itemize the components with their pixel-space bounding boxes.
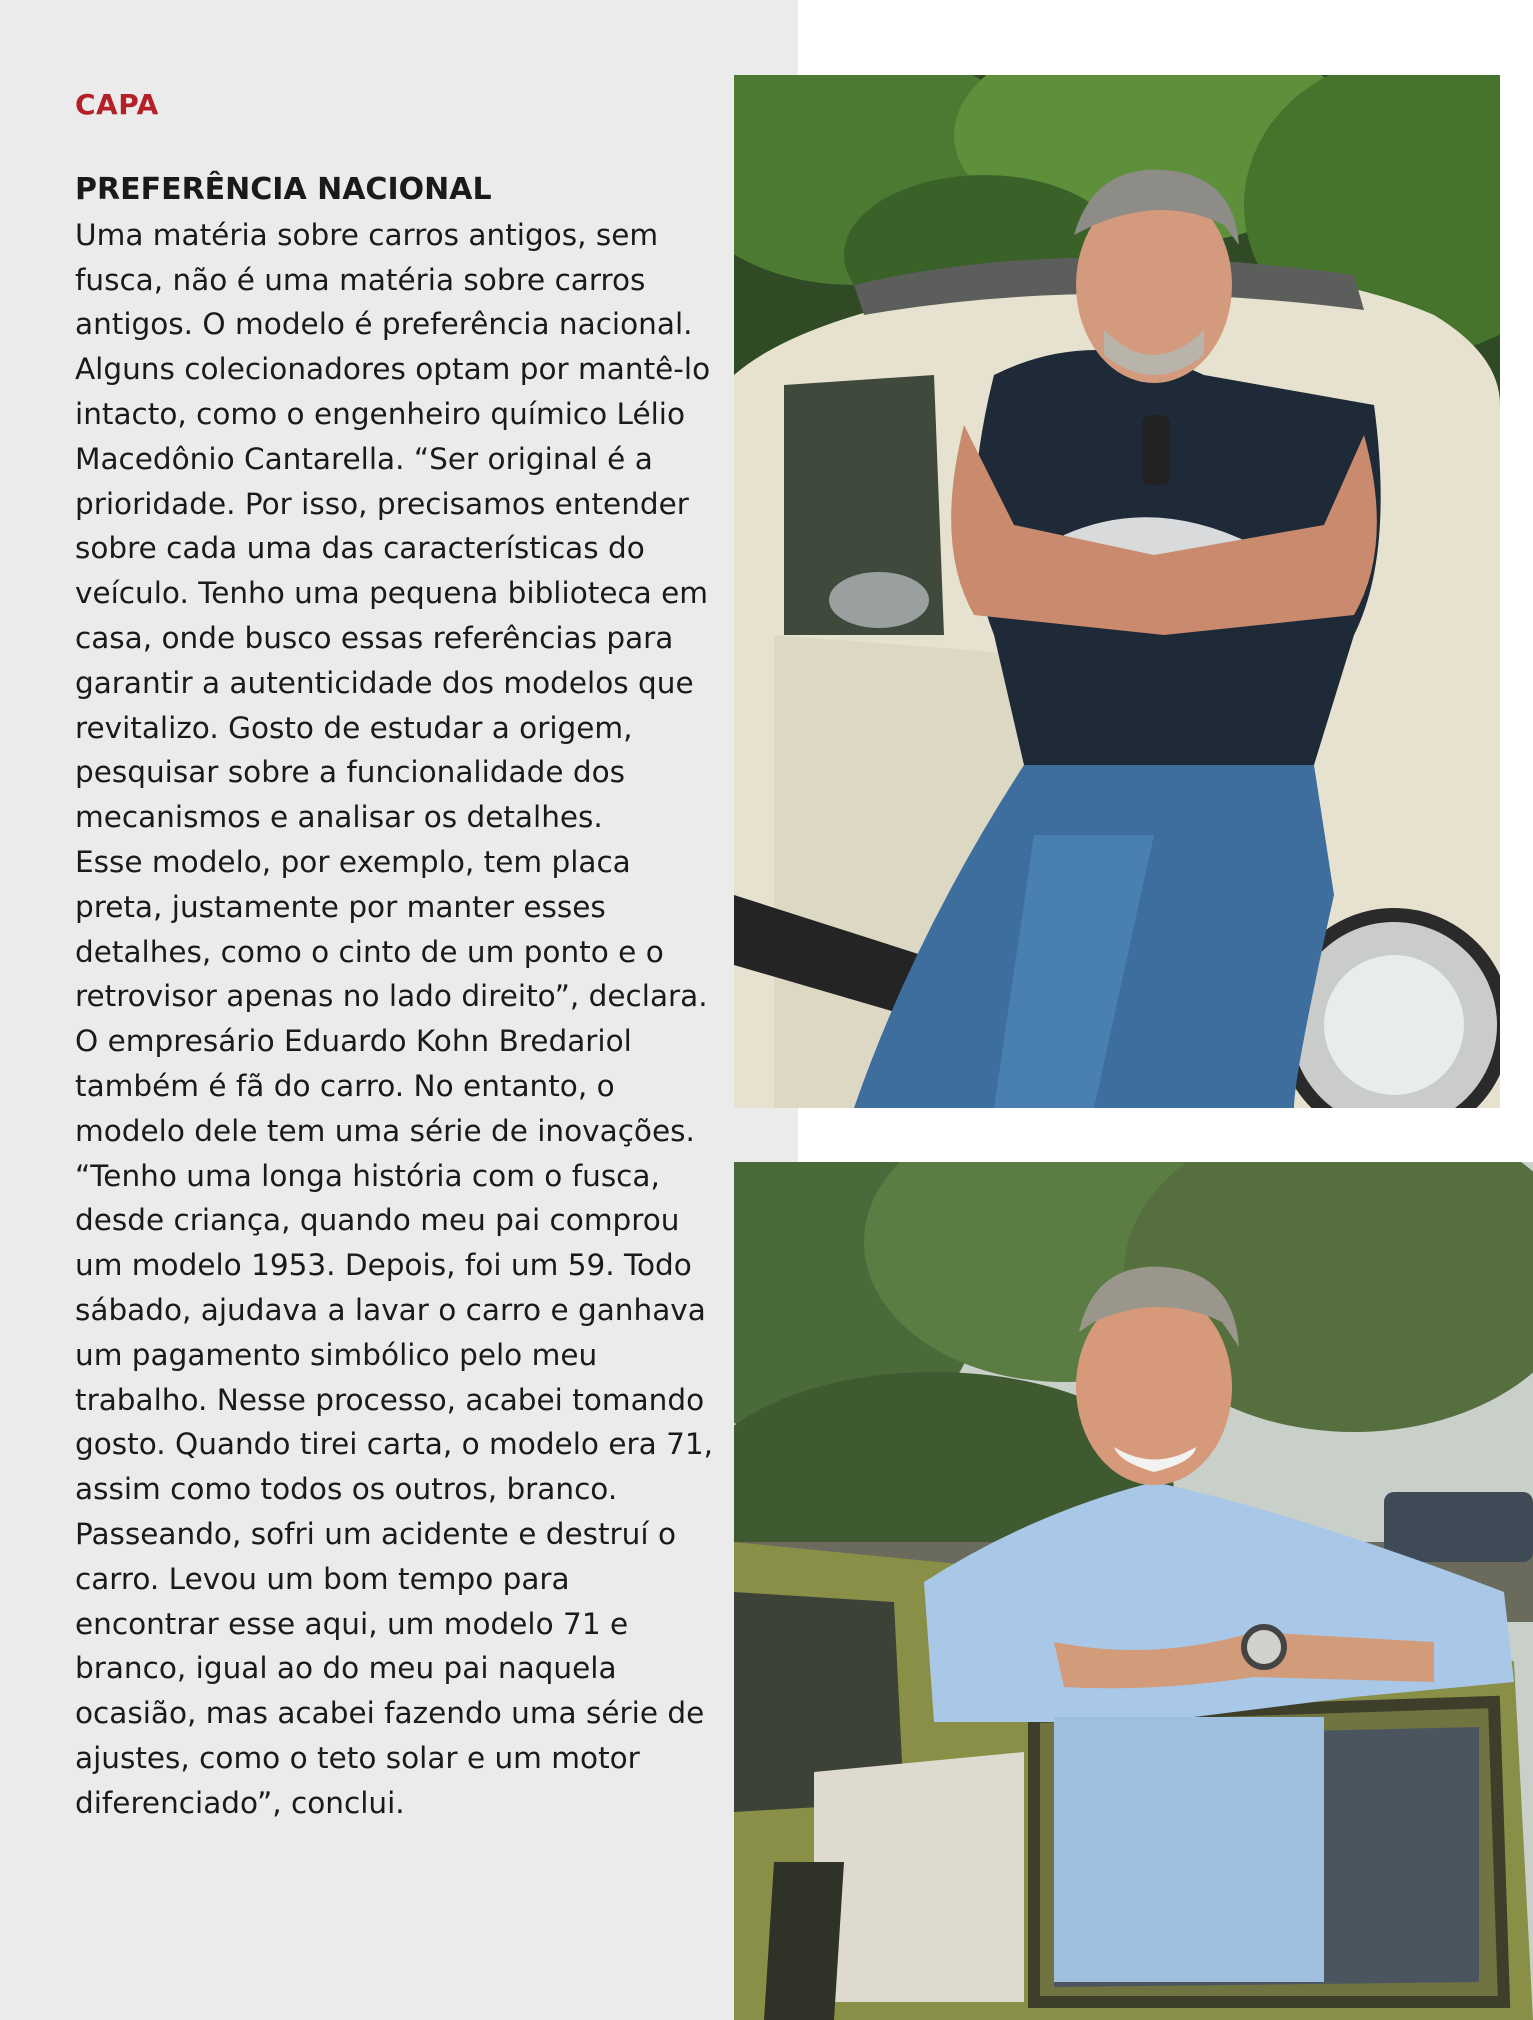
article-headline: PREFERÊNCIA NACIONAL: [75, 172, 492, 207]
article-column: [75, 168, 715, 1825]
section-label: CAPA: [75, 88, 159, 121]
article-paragraph: Esse modelo, por exemplo, tem placa preta, justamente por manter esses detalhes, como o cinto de um ponto e o retrovisor apenas no lado direito”, declara.: [75, 844, 708, 1014]
article-paragraph: Passeando, sofri um acidente e destruí o carro. Levou um bom tempo para encontrar esse aqui, um modelo 71 e branco, igual ao do meu pai naquela ocasião, mas acabei fazendo uma série de ajustes, como o teto solar e um motor diferenciado”, conclui.: [75, 1516, 705, 1820]
article-paragraph: Uma matéria sobre carros antigos, sem fusca, não é uma matéria sobre carros antigos. O modelo é preferência nacional. Alguns colecionadores optam por mantê-lo intacto, como o engenheiro químico Lélio Macedônio Cantarella. “Ser original é a prioridade. Por isso, precisamos entender sobre cada uma das características do veículo. Tenho uma pequena biblioteca em casa, onde busco essas referências para garantir a autenticidade dos modelos que revitalizo. Gosto de estudar a origem, pesquisar sobre a funcionalidade dos mecanismos e analisar os detalhes.: [75, 217, 711, 835]
photo-collector-green-beetle: [734, 1162, 1533, 2020]
article-paragraph: O empresário Eduardo Kohn Bredariol também é fã do carro. No entanto, o modelo dele tem uma série de inovações. “Tenho uma longa história com o fusca, desde criança, quando meu pai comprou um modelo 1953. Depois, foi um 59. Todo sábado, ajudava a lavar o carro e ganhava um pagamento simbólico pelo meu trabalho. Nesse processo, acabei tomando gosto. Quando tirei carta, o modelo era 71, assim como todos os outros, branco.: [75, 1024, 713, 1507]
photo-collector-white-beetle: [734, 75, 1500, 1108]
